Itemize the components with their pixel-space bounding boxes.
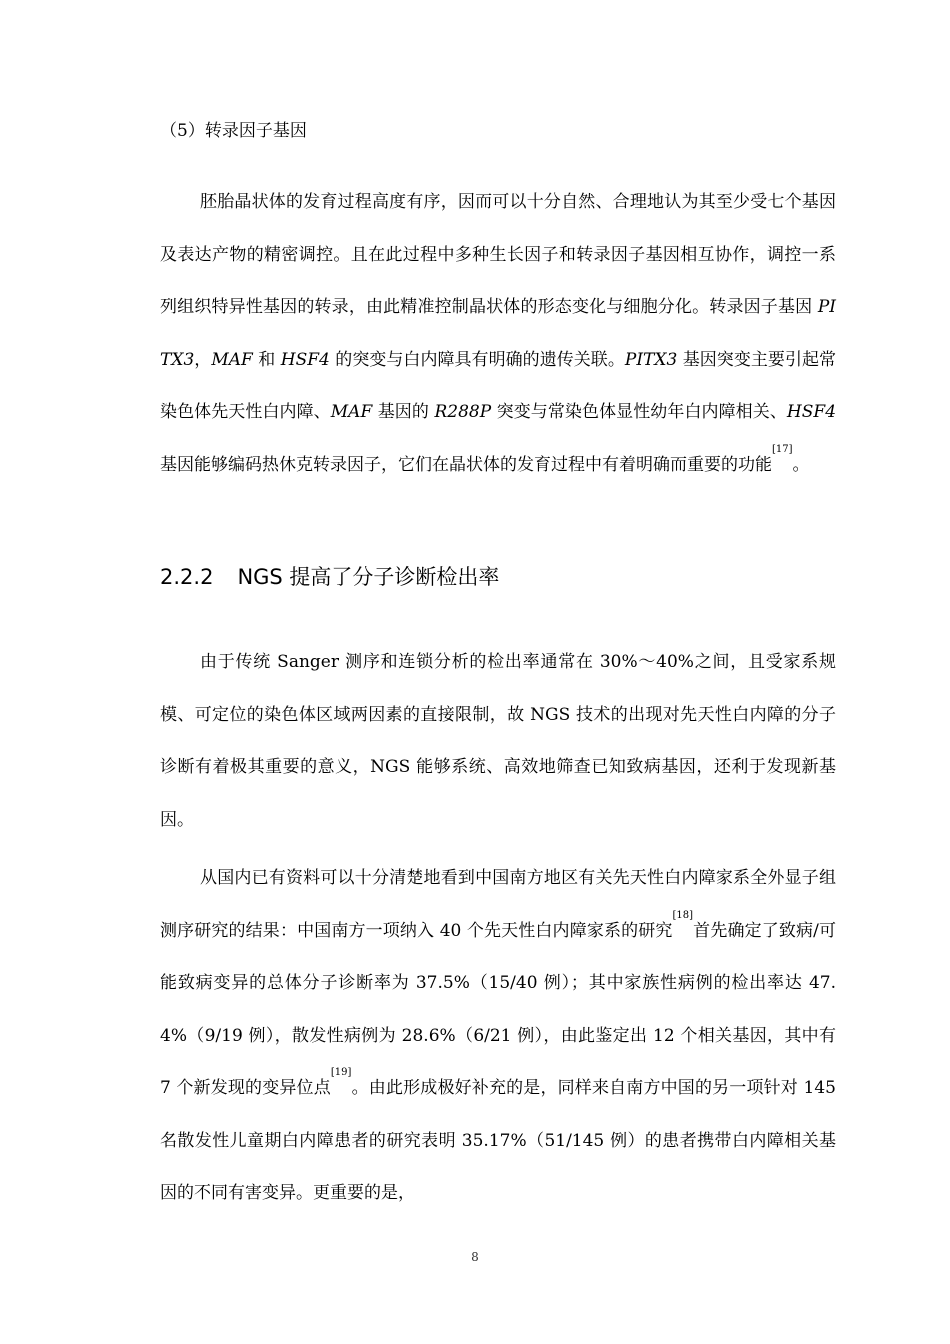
page-number: 8 (471, 1250, 479, 1264)
gene-name: MAF (330, 402, 373, 422)
gene-name: MAF (211, 349, 253, 370)
gene-name: PITX3 (624, 349, 678, 370)
citation-reference: [17] (772, 443, 793, 455)
citation-reference: [18] (672, 909, 694, 921)
paragraph-ngs-significance: 由于传统 Sanger 测序和连锁分析的检出率通常在 30%～40%之间，且受家系规模、可定位的染色体区域两因素的直接限制，故 NGS 技术的出现对先天性白内障的分子诊断有着极其重要的意义，NGS 能够系统、高效地筛查已知致病基因，还利于发现新基因。 (160, 652, 836, 830)
paragraph-transcription-factors: 胚胎晶状体的发育过程高度有序，因而可以十分自然、合理地认为其至少受七个基因及表达产物的精密调控。且在此过程中多种生长因子和转录因子基因相互协作，调控一系列组织特异性基因的转录，由此精准控制晶状体的形态变化与细胞分化。转录因子基因 PITX3，MAF 和 HSF4 的突变与白内障具有明确的遗传关联。PITX3 基因突变主要引起常染色体先天性白内障、MAF 基因的 R288P 突变与常染色体显性幼年白内障相关、HSF4 基因能够编码热休克转录因子，它们在晶状体的发育过程中有着明确而重要的功能[17]。 (160, 192, 837, 475)
gene-name: R288P (434, 402, 492, 422)
gene-name: HSF4 (280, 349, 330, 370)
subheading-transcription-factor-genes: （5）转录因子基因 (160, 121, 307, 141)
section-title: NGS 提高了分子诊断检出率 (237, 565, 500, 589)
gene-name: PITX3 (160, 297, 836, 370)
section-heading (160, 562, 499, 592)
section-number: 2.2.2 (160, 565, 214, 589)
gene-name: HSF4 (786, 402, 837, 422)
citation-reference: [19] (330, 1067, 352, 1078)
paragraph-southern-china-studies: 从国内已有资料可以十分清楚地看到中国南方地区有关先天性白内障家系全外显子组测序研究的结果：中国南方一项纳入 40 个先天性白内障家系的研究[18]首先确定了致病/可能致病变异的总体分子诊断率为 37.5%（15/40 例）；其中家族性病例的检出率达 47.4%（9/19 例），散发性病例为 28.6%（6/21 例），由此鉴定出 12 个相关基因，其中有 7 个新发现的变异位点[19]。由此形成极好补充的是，同样来自南方中国的另一项针对 145 名散发性儿童期白内障患者的研究表明 35.17%（51/145 例）的患者携带白内障相关基因的不同有害变异。更重要的是， (160, 868, 836, 1203)
